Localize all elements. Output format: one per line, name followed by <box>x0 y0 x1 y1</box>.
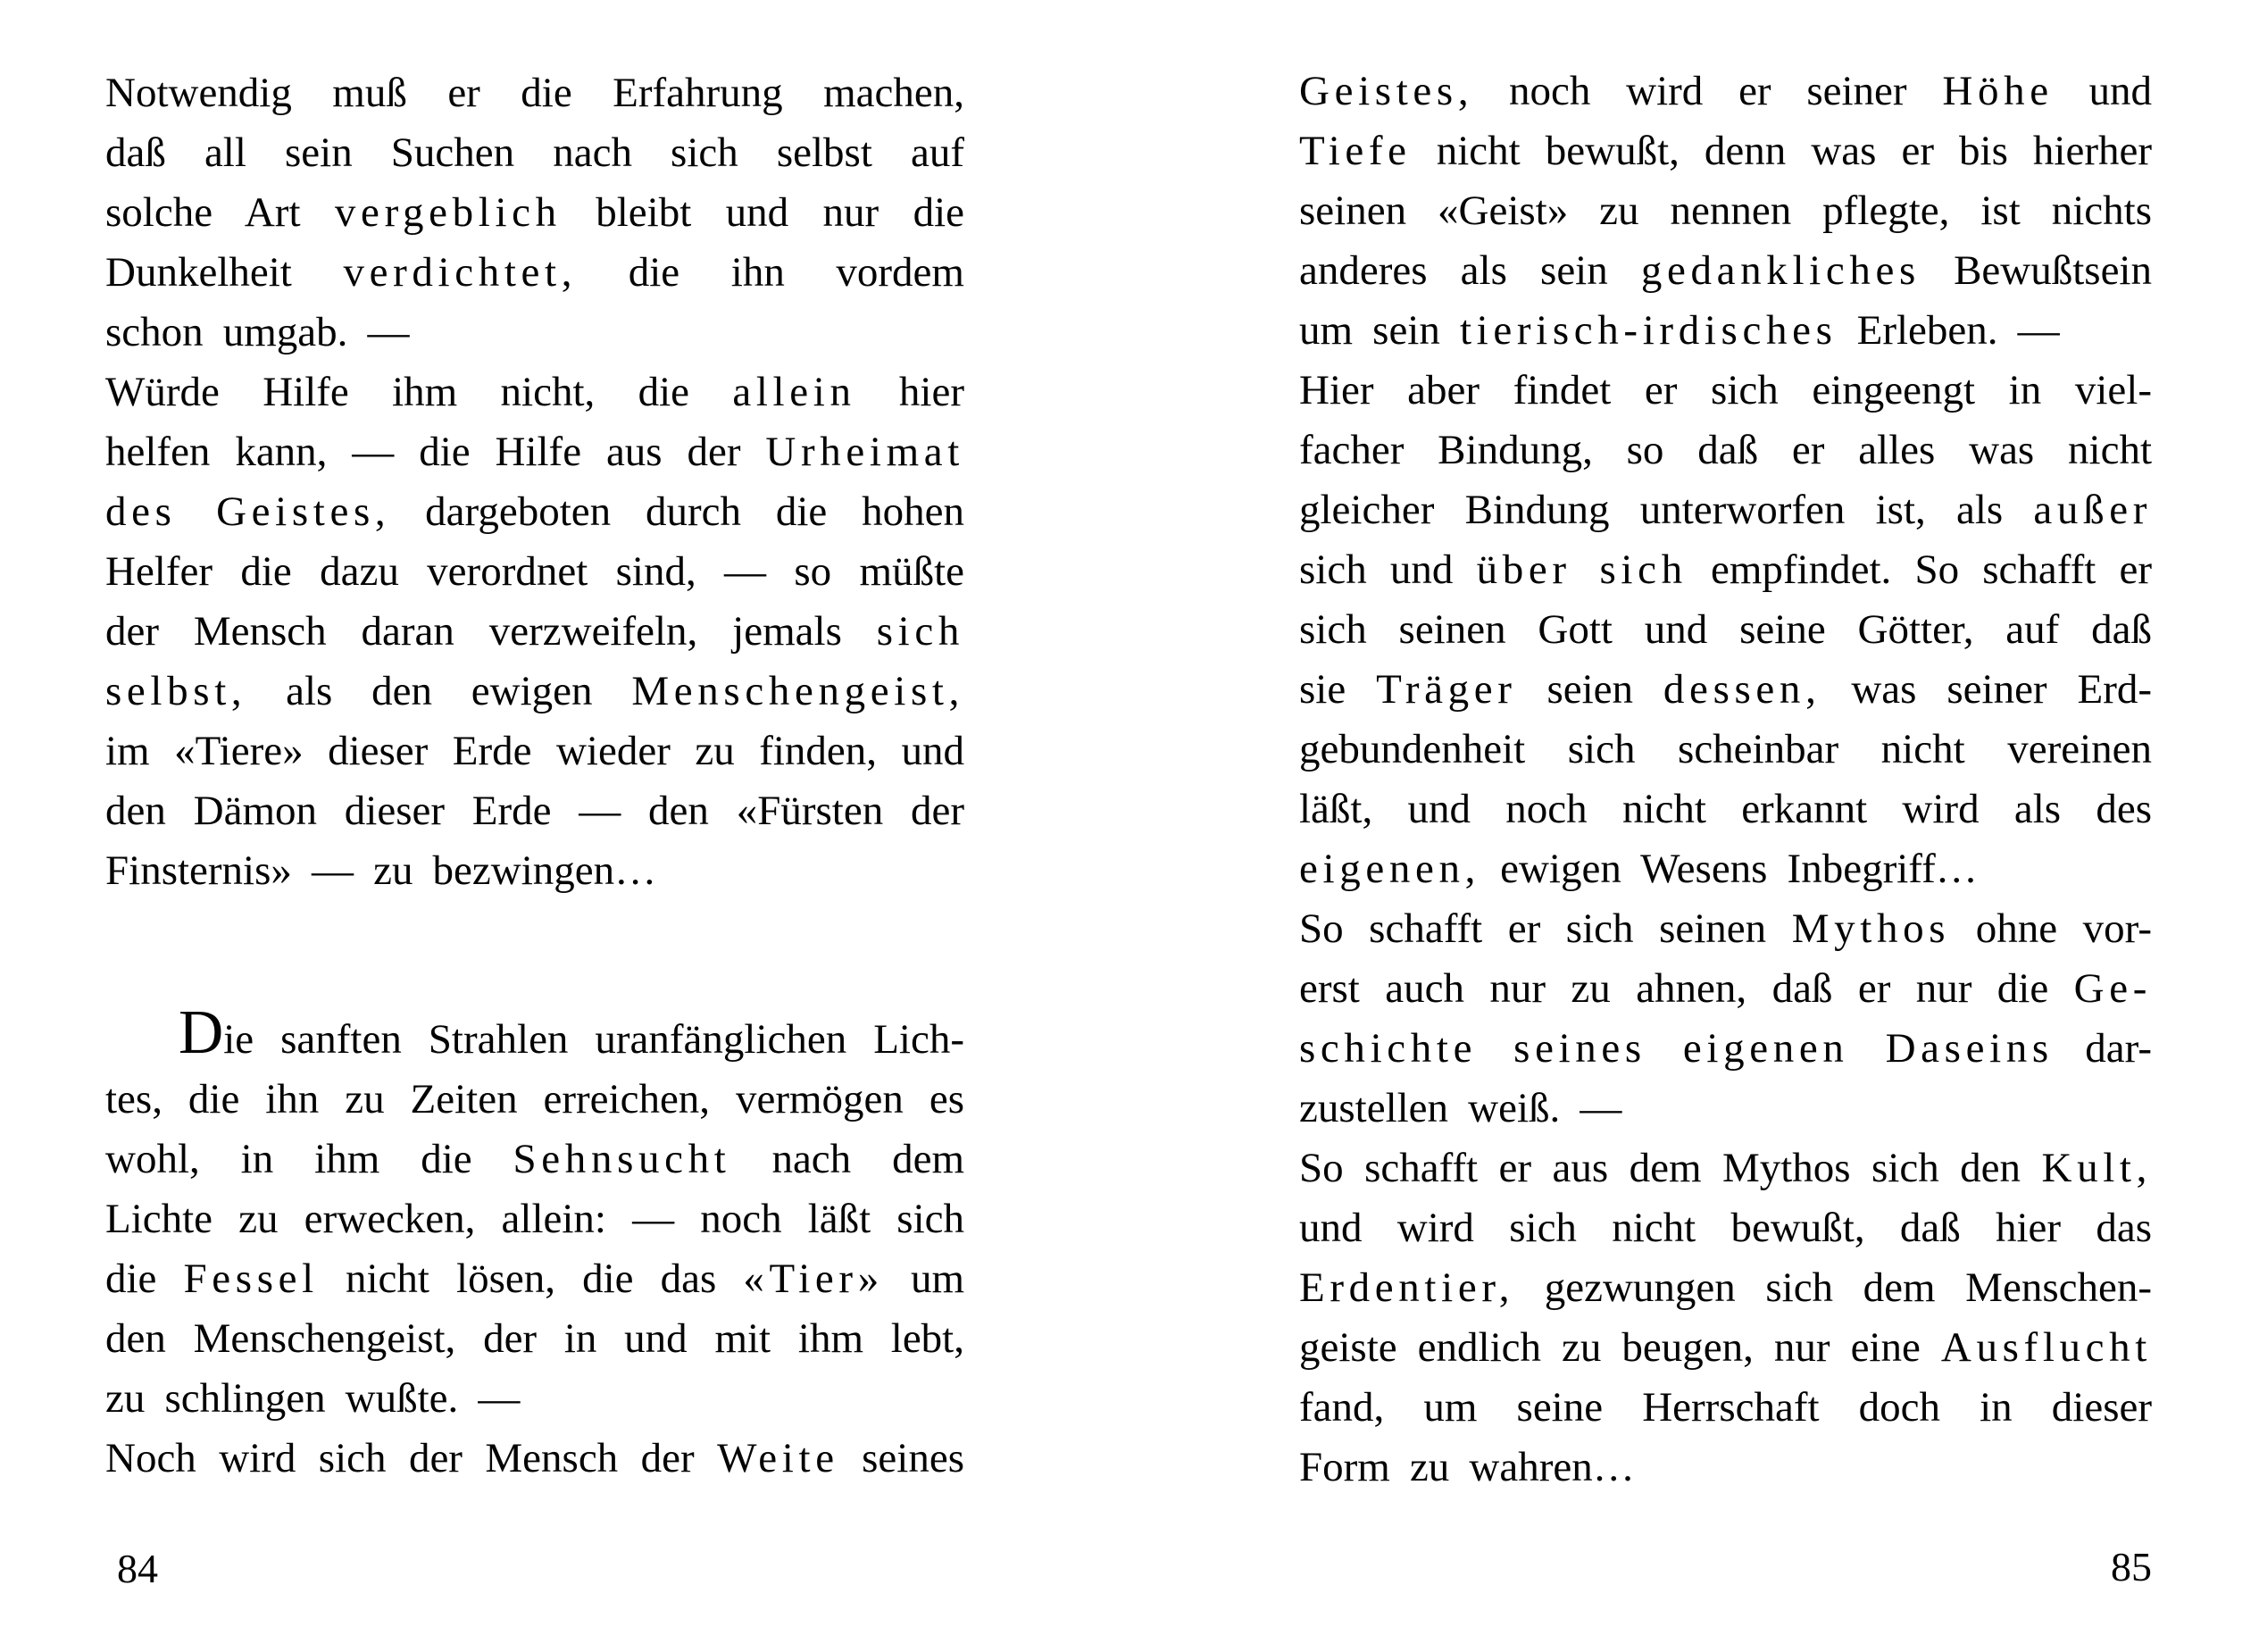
text-segment: den Dämon dieser Erde — den «Fürsten der <box>105 788 964 834</box>
text-line <box>1299 1198 2152 1258</box>
page-85-text-block <box>1299 62 2152 1498</box>
text-segment: um <box>883 1256 964 1302</box>
text-line <box>1299 62 2152 121</box>
letterspaced-text: Menschengeist, <box>631 668 964 714</box>
text-segment: Bewußtsein <box>1920 247 2152 294</box>
letterspaced-text: über sich <box>1476 546 1688 593</box>
letterspaced-text: eigenen, <box>1299 846 1481 892</box>
text-line <box>105 243 964 303</box>
text-line <box>105 1369 964 1429</box>
text-line <box>105 1249 964 1309</box>
text-segment: gleicher Bindung unterworfen ist, als <box>1299 487 2034 533</box>
text-line <box>105 63 964 123</box>
text-segment: die ihn vordem <box>577 249 964 296</box>
letterspaced-text: Weite <box>717 1435 839 1481</box>
letterspaced-text: gedankliches <box>1640 247 1921 294</box>
letterspaced-text: verdichtet, <box>343 249 578 296</box>
text-segment: noch wird er seiner <box>1473 68 1943 114</box>
text-line <box>105 1189 964 1249</box>
text-segment: geiste endlich zu beugen, nur eine <box>1299 1324 1941 1371</box>
text-segment: daß all sein Suchen nach sich selbst auf <box>105 129 964 176</box>
text-line <box>105 482 964 542</box>
text-line <box>1299 1079 2152 1139</box>
letterspaced-text: Erdentier, <box>1299 1264 1515 1311</box>
text-segment: bleibt und nur die <box>561 189 964 236</box>
letterspaced-text: Tiefe <box>1299 128 1412 174</box>
text-segment: solche Art <box>105 189 335 236</box>
text-line <box>105 363 964 422</box>
text-segment: anderes als sein <box>1299 247 1641 294</box>
text-segment: Dunkelheit <box>105 249 344 296</box>
text-line <box>105 841 964 901</box>
text-segment: fand, um seine Herrschaft doch in dieser <box>1299 1384 2152 1431</box>
letterspaced-text: Höhe <box>1942 68 2054 114</box>
text-line <box>1299 121 2152 181</box>
paragraph <box>105 363 964 901</box>
text-line <box>105 303 964 363</box>
text-segment: Noch wird sich der Mensch der <box>105 1435 718 1481</box>
text-line <box>1299 780 2152 839</box>
text-segment: erst auch nur zu ahnen, daß er nur die <box>1299 965 2074 1012</box>
text-line <box>1299 899 2152 959</box>
text-segment: helfen kann, — die Hilfe aus der <box>105 429 766 475</box>
letterspaced-text: Träger <box>1376 666 1517 713</box>
letterspaced-text: sich <box>876 608 964 655</box>
text-segment: Notwendig muß er die Erfahrung machen, <box>105 70 964 116</box>
text-segment: die <box>105 1256 184 1302</box>
text-segment: So schafft er aus dem Mythos sich den <box>1299 1145 2042 1191</box>
text-line <box>105 602 964 662</box>
text-line <box>1299 1378 2152 1438</box>
paragraph <box>1299 899 2152 1139</box>
text-line <box>105 542 964 602</box>
text-segment: Finsternis» — zu bezwingen… <box>105 847 657 894</box>
text-segment: ewigen Wesens Inbegriff… <box>1480 846 1978 892</box>
text-segment: zu schlingen wußte. — <box>105 1375 521 1422</box>
letterspaced-text: Sehnsucht <box>513 1136 731 1182</box>
text-segment: gebundenheit sich scheinbar nicht vereinen <box>1299 726 2152 772</box>
text-segment: nach dem <box>730 1136 964 1182</box>
text-line <box>1299 480 2152 540</box>
letterspaced-text: selbst, <box>105 668 247 714</box>
text-line <box>1299 1438 2152 1498</box>
letterspaced-text: Kult, <box>2041 1145 2152 1191</box>
letterspaced-text: Geistes, <box>1299 68 1474 114</box>
text-segment: und <box>2053 68 2152 114</box>
text-line <box>105 1309 964 1369</box>
text-line <box>1299 301 2152 361</box>
paragraph <box>1299 62 2152 361</box>
text-line <box>1299 540 2152 600</box>
text-segment: wohl, in ihm die <box>105 1136 513 1182</box>
text-line <box>105 781 964 841</box>
text-segment: Form zu wahren… <box>1299 1444 1635 1490</box>
text-segment: ohne vor- <box>1950 905 2152 952</box>
text-line <box>105 662 964 722</box>
text-segment: als den ewigen <box>246 668 632 714</box>
paragraph <box>1299 361 2152 899</box>
text-line <box>1299 600 2152 660</box>
text-segment: seien <box>1516 666 1663 713</box>
text-line <box>1299 839 2152 899</box>
text-segment: nicht bewußt, denn was er bis hierher <box>1411 128 2152 174</box>
letterspaced-text: Mythos <box>1791 905 1951 952</box>
letterspaced-text: des Geistes, <box>105 488 391 535</box>
letterspaced-text: Ge- <box>2073 965 2152 1012</box>
letterspaced-text: dessen, <box>1663 666 1821 713</box>
text-segment: um sein <box>1299 307 1460 354</box>
text-line <box>105 123 964 183</box>
text-line <box>105 422 964 482</box>
page-84-text-block <box>105 63 964 1489</box>
text-segment: der Mensch daran verzweifeln, jemals <box>105 608 877 655</box>
text-line <box>1299 361 2152 421</box>
text-segment: dargeboten durch die hohen <box>390 488 964 535</box>
page-number-left: 84 <box>117 1546 158 1591</box>
text-segment: den Menschengeist, der in und mit ihm lebt, <box>105 1315 964 1362</box>
text-segment: Erleben. — <box>1837 307 2060 354</box>
paragraph <box>105 63 964 363</box>
text-line <box>105 1429 964 1489</box>
text-segment: was seiner Erd- <box>1821 666 2152 713</box>
text-line <box>105 1010 964 1070</box>
text-line <box>1299 1139 2152 1198</box>
text-segment: nicht lösen, die das <box>318 1256 744 1302</box>
text-line <box>1299 1318 2152 1378</box>
text-line <box>105 1130 964 1189</box>
text-line <box>105 1070 964 1130</box>
text-segment: hier <box>855 369 964 415</box>
text-line <box>1299 1258 2152 1318</box>
text-segment: und wird sich nicht bewußt, daß hier das <box>1299 1205 2152 1251</box>
text-segment: schon umgab. — <box>105 309 410 355</box>
text-line <box>105 722 964 781</box>
text-segment: seinen «Geist» zu nennen pflegte, ist nichts <box>1299 188 2152 234</box>
text-segment: sich und <box>1299 546 1477 593</box>
text-line <box>1299 660 2152 720</box>
text-line <box>1299 241 2152 301</box>
text-segment: gezwungen sich dem Menschen- <box>1514 1264 2152 1311</box>
letterspaced-text: «Tier» <box>743 1256 884 1302</box>
letterspaced-text: außer <box>2033 487 2152 533</box>
text-segment: im «Tiere» dieser Erde wieder zu finden, und <box>105 728 964 774</box>
letterspaced-text: tierisch-irdisches <box>1459 307 1838 354</box>
text-segment: läßt, und noch nicht erkannt wird als des <box>1299 786 2152 832</box>
text-line <box>1299 959 2152 1019</box>
text-segment: Helfer die dazu verordnet sind, — so müßte <box>105 548 964 595</box>
text-line <box>1299 720 2152 780</box>
dropcap-initial: D <box>179 1010 224 1067</box>
text-segment: So schafft er sich seinen <box>1299 905 1792 952</box>
text-line <box>1299 181 2152 241</box>
text-segment: Lichte zu erwecken, allein: — noch läßt sich <box>105 1196 964 1242</box>
text-segment: ie sanften Strahlen uranfänglichen Lich- <box>223 1016 964 1063</box>
text-segment: facher Bindung, so daß er alles was nicht <box>1299 427 2152 473</box>
letterspaced-text: Fessel <box>183 1256 319 1302</box>
letterspaced-text: schichte seines eigenen Daseins <box>1299 1025 2054 1072</box>
paragraph <box>105 1010 964 1489</box>
text-segment: tes, die ihn zu Zeiten erreichen, vermögen es <box>105 1076 964 1122</box>
text-line <box>1299 1019 2152 1079</box>
text-segment: Hier aber findet er sich eingeengt in viel- <box>1299 367 2152 413</box>
text-segment: Würde Hilfe ihm nicht, die <box>105 369 733 415</box>
letterspaced-text: allein <box>732 369 856 415</box>
text-line <box>1299 421 2152 480</box>
letterspaced-text: vergeblich <box>334 189 562 236</box>
text-segment: sie <box>1299 666 1377 713</box>
letterspaced-text: Urheimat <box>765 429 964 475</box>
text-segment: empfindet. So schafft er <box>1687 546 2152 593</box>
paragraph <box>1299 1139 2152 1498</box>
text-segment: dar- <box>2053 1025 2152 1072</box>
text-line <box>105 183 964 243</box>
text-segment: seines <box>838 1435 964 1481</box>
text-segment: sich seinen Gott und seine Götter, auf daß <box>1299 606 2152 653</box>
text-segment: zustellen weiß. — <box>1299 1085 1622 1131</box>
page-number-right: 85 <box>2111 1544 2152 1589</box>
letterspaced-text: Ausflucht <box>1940 1324 2152 1371</box>
